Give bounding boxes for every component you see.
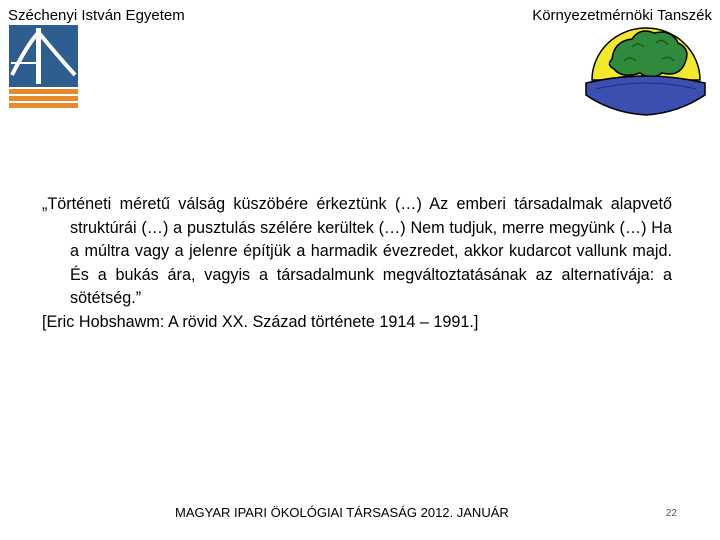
quote-text: „Történeti méretű válság küszöbére érkeztünk (…) Az emberi társadalmak alapvető struktúrái (…) a pusztulás szélére kerültek (…) Nem tudjuk, merre megyünk (…) Ha a múltra vagy a jelenre építjük a harmadik évezredet, akkor kudarcot vallunk majd. És a bukás ára, vagyis a társadalmunk megváltoztatásának az alternatívája: a sötétség.” bbox=[42, 195, 672, 307]
footer-text: MAGYAR IPARI ÖKOLÓGIAI TÁRSASÁG 2012. JANUÁR bbox=[175, 505, 509, 520]
tree-earth-logo-icon bbox=[582, 25, 709, 117]
university-name: Széchenyi István Egyetem bbox=[8, 7, 185, 24]
quote-block bbox=[42, 193, 672, 334]
quote-citation: [Eric Hobshawm: A rövid XX. Század története 1914 – 1991.] bbox=[42, 312, 479, 331]
bridge-logo-icon bbox=[9, 25, 78, 109]
page-number: 22 bbox=[665, 508, 677, 519]
department-name: Környezetmérnöki Tanszék bbox=[532, 7, 712, 24]
